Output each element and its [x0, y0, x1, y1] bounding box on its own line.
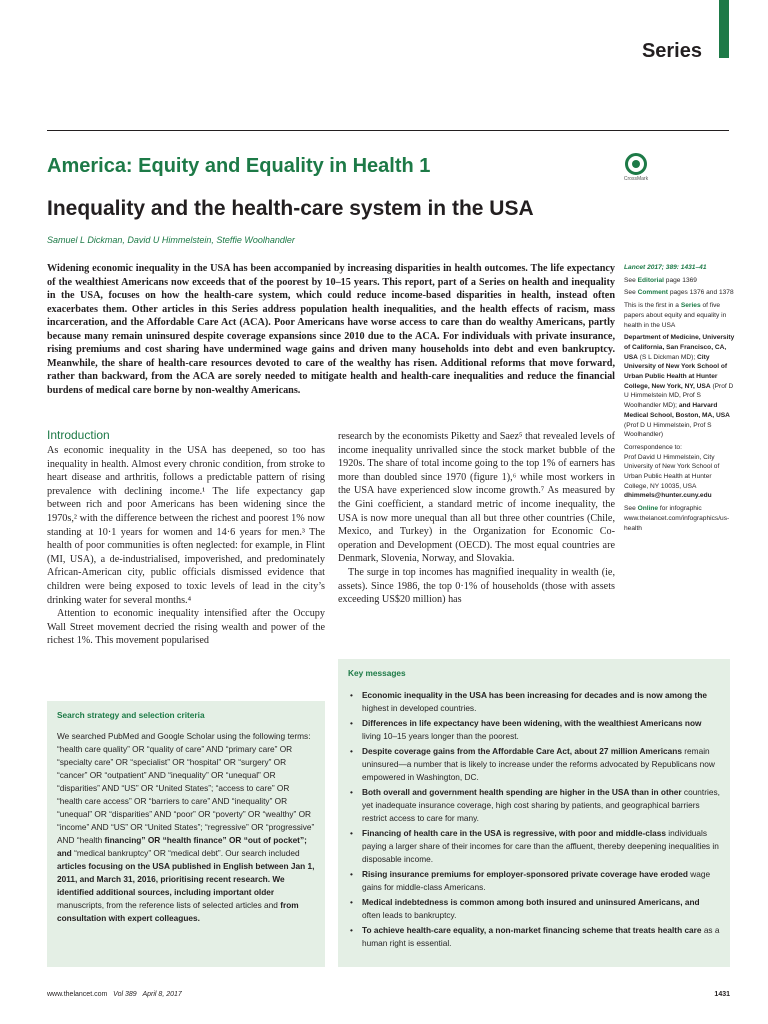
correspondence: Correspondence to: Prof David U Himmelstein, City University of New York School of Urban Public Health at Hunter College, NY 10035, USA dhimmels@hunter.cuny.edu: [624, 443, 720, 500]
search-strategy-text: We searched PubMed and Google Scholar using the following terms: “health care quality” OR “quality of care” AND “primary care” OR “specialty care” OR “specialist” OR “hospital” OR “surgery” OR “cancer” OR “outpatient” AND “inequality” OR “unequal” OR “disparities” AND “US” OR “United States”; “access to care” OR “health care access” OR “barriers to care” AND “inequality” OR “unequal” OR “disparities” AND “poor” OR “poverty” OR “wealthy” OR “income” AND “US” OR “United States”; “regressive” OR “progressive” AND “health financing” OR “health finance” OR “out of pocket”; and “medical bankruptcy” OR “medical debt”. Our search included articles focusing on the USA published in English between Jan 1, 2011, and March 31, 2016, prioritising recent research. We identified additional sources, including important older manuscripts, from the reference lists of selected articles and from consultation with expert colleagues.: [57, 731, 315, 923]
intro-paragraph-1: As economic inequality in the USA has deepened, so too has inequality in health. Almost every chronic condition, from stroke to heart disease and arthritis, follows a predictable pattern of rising prevalence with declining income.¹ The life expectancy gap between rich and poor Americans has been widening since the 1970s,² with the difference between the richest and poorest 1% now standing at 10·1 years for women and 14·6 years for men.³ The health of poor communities is often neglected: for example, in Flint (MI, USA), a de-industrialised, impoverished, and predominately African-American city, public officials dismissed evidence that children were being exposed to toxic levels of lead in the city’s drinking water for several months.⁴: [47, 445, 325, 606]
introduction-right-column: [338, 430, 615, 607]
search-strategy-heading: Search strategy and selection criteria: [57, 710, 205, 720]
article-title: Inequality and the health-care system in the USA: [47, 197, 534, 220]
intro-paragraph-4: The surge in top incomes has magnified inequality in wealth (ie, assets). Since 1986, the top 0·1% of households (those with assets exceeding US$20 million) has: [338, 566, 615, 606]
footer-date: April 8, 2017: [142, 991, 182, 998]
key-message-item: • Differences in life expectancy have been widening, with the wealthiest Americans now living 10–15 years longer than the poorest.: [348, 717, 720, 743]
crossmark-badge[interactable]: [623, 153, 649, 182]
key-messages-list: [348, 689, 720, 950]
header-divider: [47, 130, 729, 131]
key-message-item: • Rising insurance premiums for employer-sponsored private coverage have eroded wage gains for middle-class Americans.: [348, 868, 720, 894]
series-note: This is the first in a Series of five papers about equity and equality in health in the USA: [624, 302, 727, 329]
see-editorial: See Editorial page 1369: [624, 276, 697, 284]
page-number: 1431: [714, 991, 730, 998]
footer-volume: Vol 389: [113, 991, 137, 998]
series-link[interactable]: Series: [680, 302, 701, 310]
infographic-note: See Online for infographic www.thelancet.com/infographics/us-health: [624, 505, 730, 532]
series-color-bar: [719, 0, 729, 58]
series-label: Series: [641, 40, 702, 62]
online-link[interactable]: Online: [637, 505, 659, 513]
margin-notes: [624, 263, 736, 536]
correspondence-email[interactable]: dhimmels@hunter.cuny.edu: [624, 492, 712, 500]
introduction-heading: Introduction: [47, 428, 110, 442]
footer-site[interactable]: www.thelancet.com: [47, 991, 108, 998]
introduction-left-column: [47, 428, 325, 648]
abstract: Widening economic inequality in the USA has been accompanied by increasing disparities in health outcomes. The life expectancy of the wealthiest Americans now exceeds that of the poorest by 10–15 years. This report, part of a Series on health and inequality in the USA, focuses on how the health-care system, which could reduce income-based disparities in health, instead often exacerbates them. Other articles in this Series address population health inequalities, and the health effects of racism, mass incarceration, and the Affordable Care Act (ACA). Poor Americans have worse access to care than do wealthy Americans, partly because many remain uninsured despite coverage expansions since 2010 due to the ACA. For individuals with private insurance, rising premiums and cost sharing have undermined wage gains and driven many households into debt and even bankruptcy. Meanwhile, the share of health-care resources devoted to care of the wealthy has risen. Additional reforms that move forward, rather than backward, from the ACA are sorely needed to mitigate health and health-care inequalities and reduce the financial burdens of medical care borne by non-wealthy Americans.: [47, 263, 615, 396]
editorial-link[interactable]: Editorial: [637, 276, 664, 284]
key-messages-panel: [338, 659, 730, 967]
intro-paragraph-3: research by the economists Piketty and Saez⁵ that revealed levels of income inequality unrivalled since the stock market bubble of the 1920s. The share of total income going to the top 1% of earners has more than doubled since 1970 (figure 1),⁶ while most workers in the USA have experienced slow income growth.⁷ As measured by the Gini coefficient, a standard metric of income inequality, the USA is now more unequal than all but three other countries (Chile, Mexico, and Turkey) in the Organization for Economic Co-operation and Development (OECD). The most equal countries are Denmark, Slovenia, Norway, and Slovakia.: [338, 431, 615, 565]
key-message-item: • Economic inequality in the USA has been increasing for decades and is now among the highest in developed countries.: [348, 689, 720, 715]
footer-source: [47, 991, 182, 998]
series-title: America: Equity and Equality in Health 1: [47, 155, 431, 177]
key-message-item: • To achieve health-care equality, a non-market financing scheme that treats health care as a human right is essential.: [348, 924, 720, 950]
crossmark-icon: [625, 153, 647, 175]
key-message-item: • Medical indebtedness is common among both insured and uninsured Americans, and often leads to bankruptcy.: [348, 896, 720, 922]
intro-paragraph-2: Attention to economic inequality intensified after the Occupy Wall Street movement decried the rising wealth and power of the richest 1%. This movement popularised: [47, 608, 325, 647]
crossmark-label: CrossMark: [623, 176, 649, 182]
affiliations: Department of Medicine, University of California, San Francisco, CA, USA (S L Dickman MD); City University of New York School of Urban Public Health at Hunter College, New York, NY, USA (Prof D U Himmelstein MD, Prof S Woolhandler MD); and Harvard Medical School, Boston, MA, USA (Prof D U Himmelstein, Prof S Woolhandler): [624, 334, 735, 439]
citation: Lancet 2017; 389: 1431–41: [624, 264, 707, 271]
see-comment: See Comment pages 1376 and 1378: [624, 289, 734, 297]
key-message-item: • Both overall and government health spending are higher in the USA than in other countries, yet inadequate insurance coverage, high cost sharing by patients, and geographical barriers restrict access to care for many.: [348, 786, 720, 825]
comment-link[interactable]: Comment: [637, 289, 668, 297]
key-message-item: • Despite coverage gains from the Affordable Care Act, about 27 million Americans remain uninsured—a number that is likely to increase under the reforms advocated by Republicans now empowered in Washington, DC.: [348, 745, 720, 784]
author-list: Samuel L Dickman, David U Himmelstein, Steffie Woolhandler: [47, 235, 295, 245]
key-message-item: • Financing of health care in the USA is regressive, with poor and middle-class individuals paying a larger share of their incomes for care than the affluent, thereby deepening inequalities in disposable income.: [348, 827, 720, 866]
search-strategy-panel: [47, 701, 325, 967]
key-messages-heading: Key messages: [348, 668, 406, 678]
